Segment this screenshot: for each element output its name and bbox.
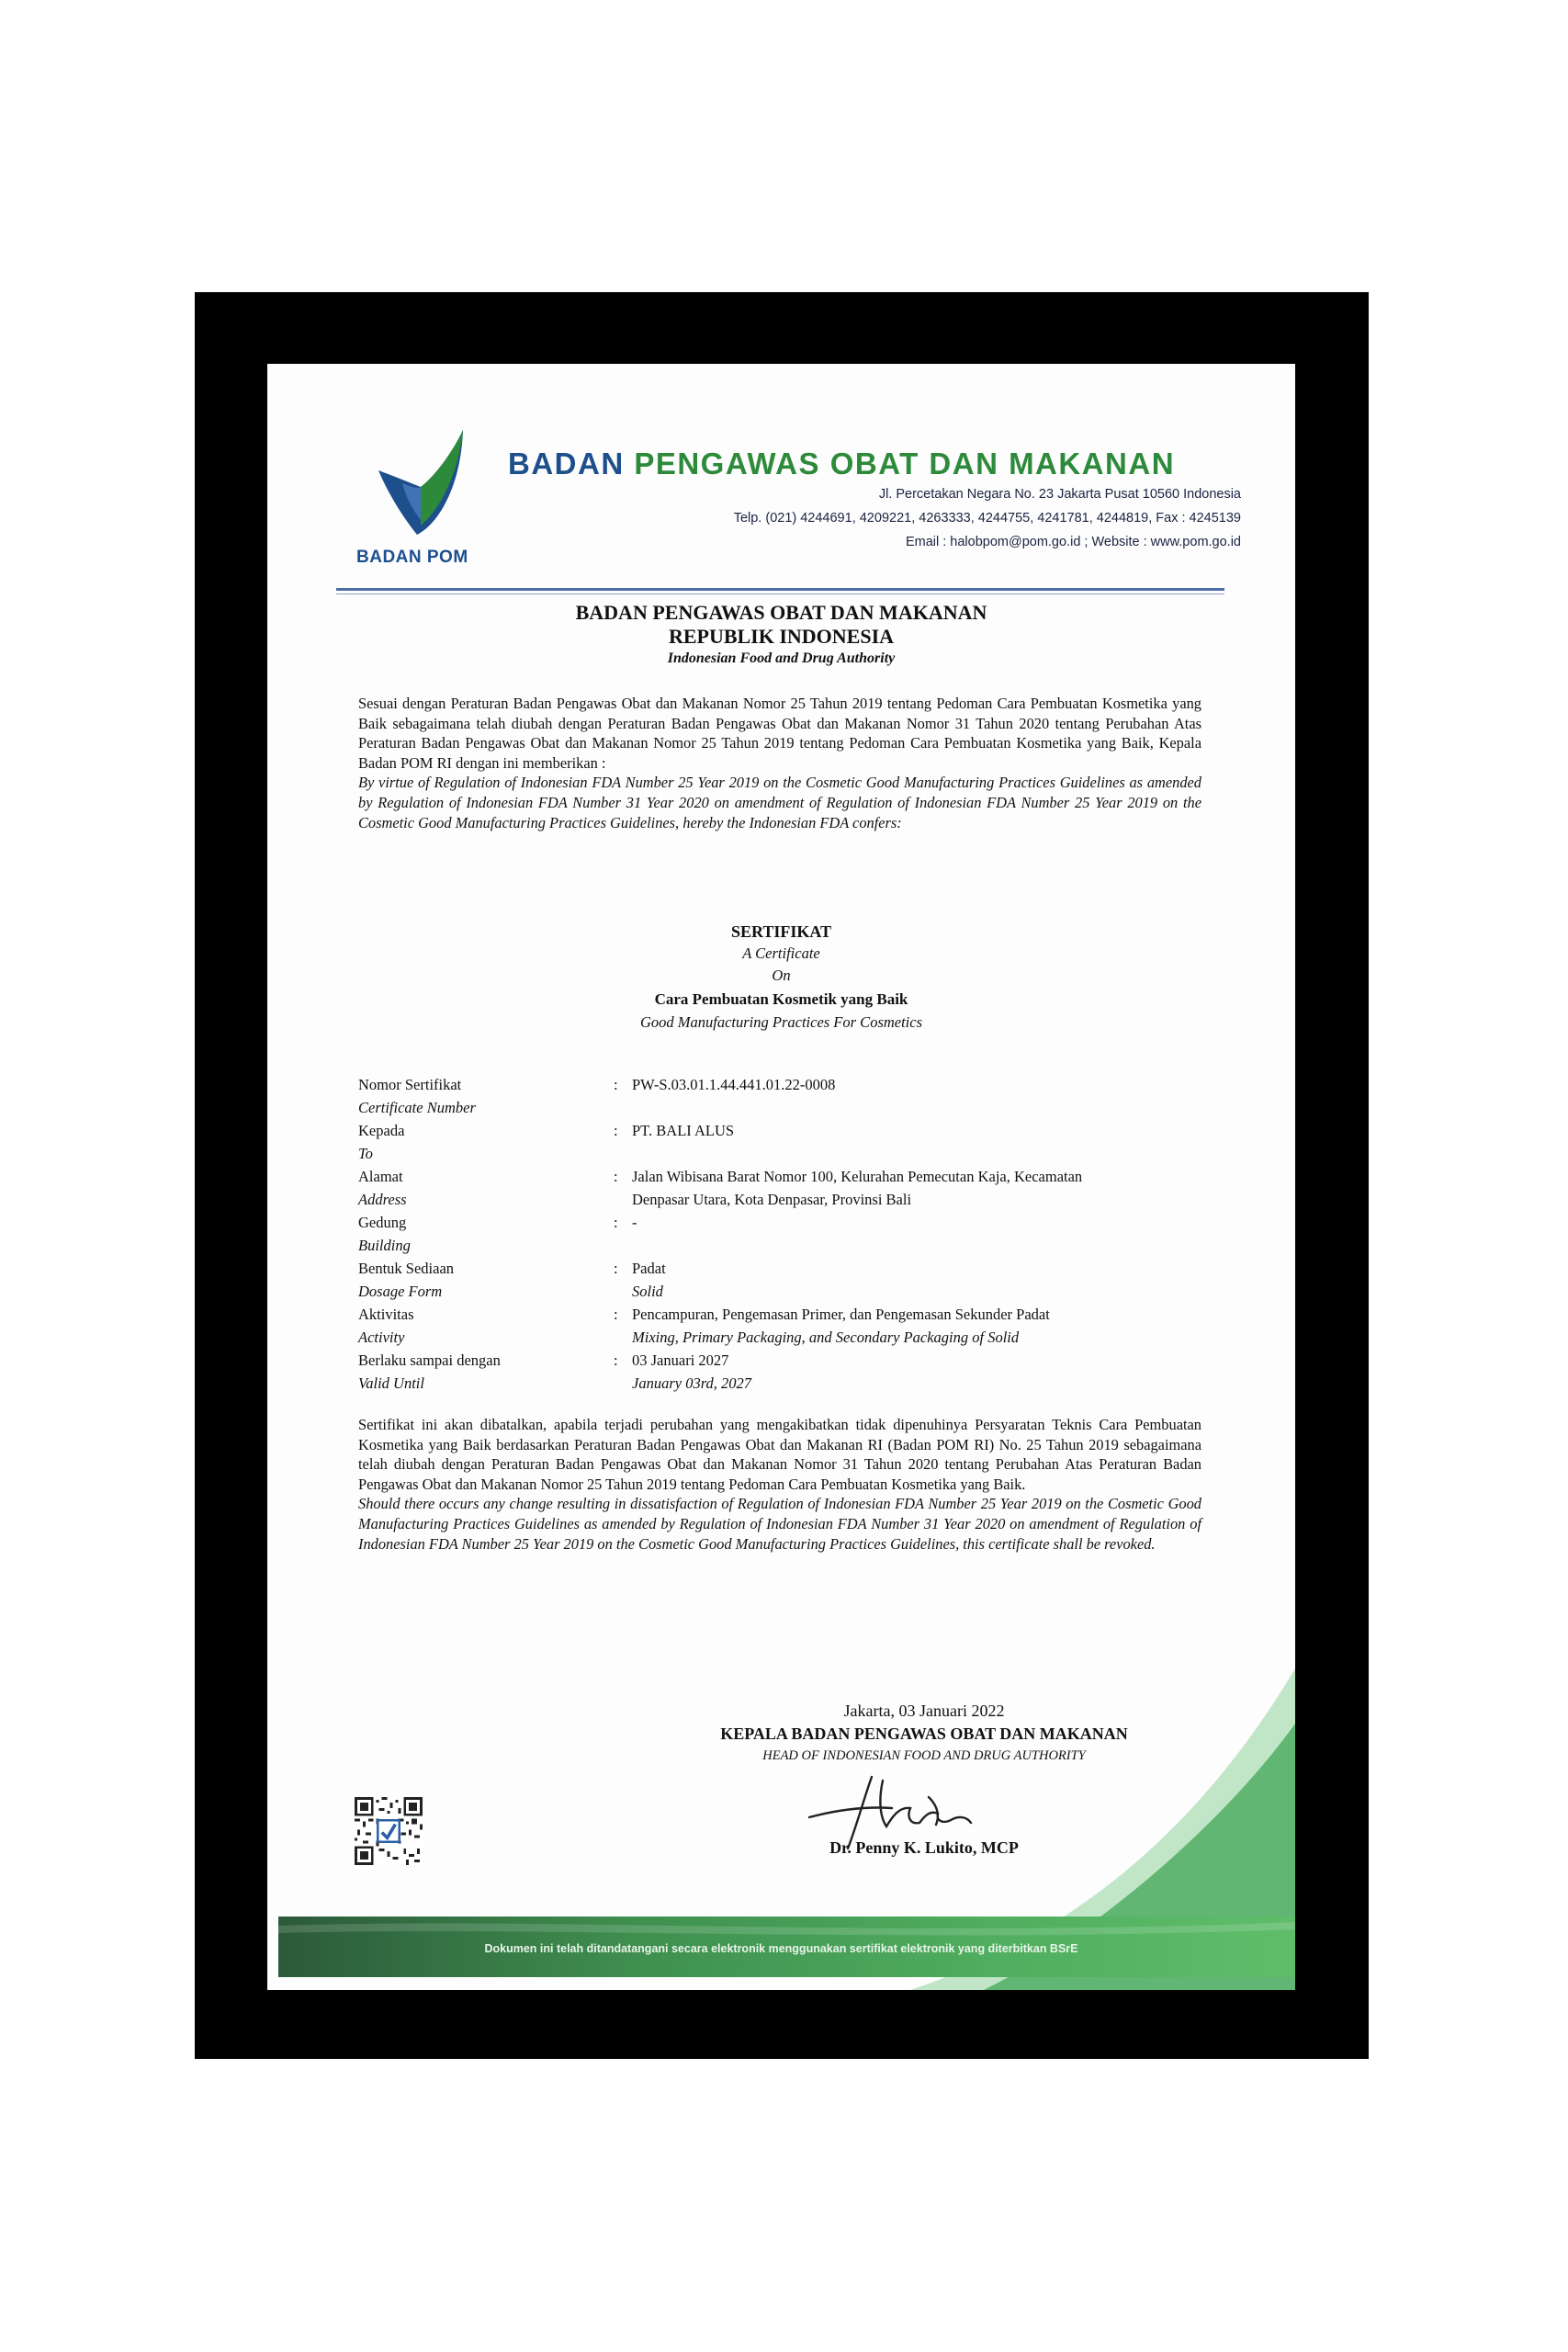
field-value: 03 Januari 2027 (632, 1351, 729, 1369)
field-colon: : (614, 1306, 618, 1323)
field-value-en: Mixing, Primary Packaging, and Secondary Packaging of Solid (632, 1329, 1020, 1346)
cert-subtitle1: A Certificate (742, 944, 820, 962)
cert-name: Cara Pembuatan Kosmetik yang Baik (654, 990, 908, 1008)
logo-text: BADAN POM (356, 548, 468, 567)
org-title-part2: PENGAWAS OBAT DAN MAKANAN (634, 447, 1176, 481)
certificate-document (267, 364, 1295, 1990)
footer-band-text: Dokumen ini telah ditandatangani secara elektronik menggunakan sertifikat elektronik yang diterbitkan BSrE (484, 1942, 1078, 1955)
field-value-line2: Denpasar Utara, Kota Denpasar, Provinsi Bali (632, 1191, 912, 1208)
field-label: Aktivitas (358, 1306, 414, 1323)
field-label-en: Address (358, 1191, 407, 1208)
field-value: PT. BALI ALUS (632, 1122, 735, 1139)
field-label: Bentuk Sediaan (358, 1260, 455, 1277)
cert-subtitle2: On (772, 967, 791, 984)
field-colon: : (614, 1122, 618, 1139)
field-label: Kepada (358, 1122, 405, 1139)
field-value: Padat (632, 1260, 666, 1277)
signature-place-date: Jakarta, 03 Januari 2022 (843, 1702, 1005, 1720)
intro-en: By virtue of Regulation of Indonesian FDA Number 25 Year 2019 on the Cosmetic Good Manufacturing Practices Guidelines as amended by Regulation of Indonesian FDA Number 31 Year 2020 on amendment of Regulation of Indonesian FDA Number 25 Year 2019 on the Cosmetic Good Manufacturing Practices Guidelines, hereby the Indonesian FDA confers: (358, 774, 1201, 831)
cert-name-en: Good Manufacturing Practices For Cosmetics (639, 1013, 923, 1031)
header-divider (336, 588, 1224, 591)
closing-paragraph (358, 1415, 1201, 1554)
field-value-en: January 03rd, 2027 (632, 1374, 752, 1392)
field-colon: : (614, 1076, 618, 1093)
badan-pom-logo-icon (375, 428, 467, 538)
org-title (508, 447, 1243, 481)
field-value: Pencampuran, Pengemasan Primer, dan Pengemasan Sekunder Padat (632, 1306, 1050, 1323)
field-value: - (632, 1214, 637, 1231)
field-colon: : (614, 1260, 618, 1277)
qr-code-icon (355, 1797, 423, 1865)
field-label-en: Building (358, 1237, 411, 1254)
org-title-part1: BADAN (508, 447, 635, 481)
title-line2: REPUBLIK INDONESIA (668, 625, 895, 648)
field-label-en: To (358, 1145, 373, 1162)
field-label: Gedung (358, 1214, 407, 1231)
intro-id: Sesuai dengan Peraturan Badan Pengawas Obat dan Makanan Nomor 25 Tahun 2019 tentang Pedoman Cara Pembuatan Kosmetika yang Baik sebagaimana telah diubah dengan Peraturan Badan Pengawas Obat dan Makanan Nomor 31 Tahun 2020 tentang Perubahan Atas Peraturan Badan Pengawas Obat dan Makanan Nomor 25 Tahun 2019 tentang Pedoman Cara Pembuatan Kosmetika yang Baik, Kepala Badan POM RI dengan ini memberikan : (358, 695, 1201, 772)
closing-en: Should there occurs any change resulting in dissatisfaction of Regulation of Indonesian FDA Number 25 Year 2019 on the Cosmetic Good Manufacturing Practices Guidelines as amended by Regulation of Indonesian FDA Number 31 Year 2020 on amendment of Regulation of Indonesian FDA Number 25 Year 2019 on the Cosmetic Good Manufacturing Practices Guidelines, this certificate shall be revoked. (358, 1495, 1201, 1553)
cert-title: SERTIFIKAT (730, 922, 832, 941)
signatory-name: Dr. Penny K. Lukito, MCP (829, 1838, 1019, 1857)
field-value-en: Solid (632, 1283, 663, 1300)
field-colon: : (614, 1351, 618, 1369)
closing-id: Sertifikat ini akan dibatalkan, apabila terjadi perubahan yang mengakibatkan tidak dipenuhinya Persyaratan Teknis Cara Pembuatan Kosmetika yang Baik berdasarkan Peraturan Badan Pengawas Obat dan Makanan RI (Badan POM RI) No. 25 Tahun 2019 sebagaimana telah diubah dengan Peraturan Badan Pengawas Obat dan Makanan Nomor 31 Tahun 2020 tentang Perubahan Atas Peraturan Badan Pengawas Obat dan Makanan Nomor 25 Tahun 2019 tentang Pedoman Cara Pembuatan Kosmetika yang Baik. (358, 1416, 1201, 1493)
field-label-en: Dosage Form (358, 1283, 443, 1300)
intro-paragraph (358, 694, 1201, 832)
signature-position-en: HEAD OF INDONESIAN FOOD AND DRUG AUTHORITY (762, 1748, 1086, 1763)
header-address: Jl. Percetakan Negara No. 23 Jakarta Pusat 10560 Indonesia (878, 487, 1241, 502)
signature-position: KEPALA BADAN PENGAWAS OBAT DAN MAKANAN (720, 1724, 1128, 1743)
field-label-en: Certificate Number (358, 1099, 476, 1116)
field-label: Nomor Sertifikat (358, 1076, 462, 1093)
field-label-en: Valid Until (358, 1374, 424, 1392)
field-label-en: Activity (358, 1329, 405, 1346)
field-label: Alamat (358, 1168, 403, 1185)
field-value: Jalan Wibisana Barat Nomor 100, Kelurahan Pemecutan Kaja, Kecamatan (632, 1168, 1083, 1185)
field-colon: : (614, 1214, 618, 1231)
header-email: Email : halobpom@pom.go.id ; Website : www.pom.go.id (905, 535, 1241, 549)
header-phone: Telp. (021) 4244691, 4209221, 4263333, 4244755, 4241781, 4244819, Fax : 4245139 (733, 511, 1241, 526)
title-line1: BADAN PENGAWAS OBAT DAN MAKANAN (575, 601, 987, 624)
title-line3: Indonesian Food and Drug Authority (667, 650, 896, 666)
field-label: Berlaku sampai dengan (358, 1351, 501, 1369)
field-value: PW-S.03.01.1.44.441.01.22-0008 (632, 1076, 836, 1093)
field-colon: : (614, 1168, 618, 1185)
